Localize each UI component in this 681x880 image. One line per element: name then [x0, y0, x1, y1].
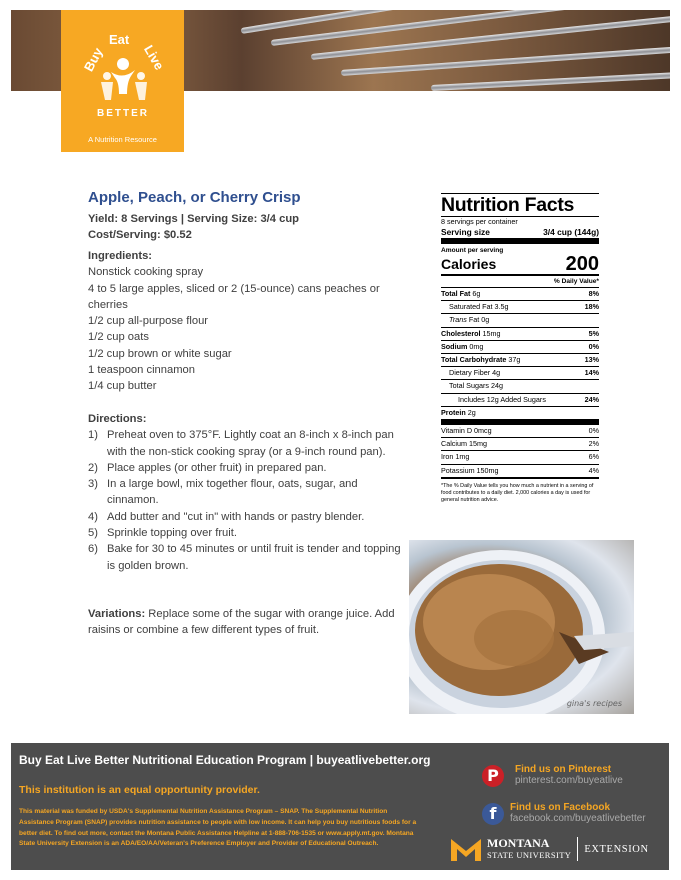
- step-text: Preheat oven to 375°F. Lightly coat an 8-inch x 8-inch pan with the non-stick cooking spray (or a 9-inch round pan).: [107, 429, 394, 458]
- facebook-url[interactable]: facebook.com/buyeatlivebetter: [510, 813, 646, 824]
- variations-label: Variations:: [88, 608, 146, 620]
- nutrition-facts-label: [441, 193, 599, 504]
- nutrient-label: Total Carbohydrate: [441, 355, 507, 365]
- amount-per-serving: Amount per serving: [441, 246, 504, 254]
- nutrient-dv: 2%: [588, 439, 599, 449]
- nutrition-footnote: *The % Daily Value tells you how much a nutrient in a serving of food contributes to a daily diet. 2,000 calories a day is used for general nutrition advice.: [441, 482, 594, 503]
- nutrient-label: Iron 1mg: [441, 452, 470, 462]
- nutrient-row-vitamin-d: [441, 425, 599, 437]
- servings-per-container: 8 servings per container: [441, 217, 518, 226]
- msu-subname: STATE UNIVERSITY: [487, 850, 572, 860]
- nutrient-label: Total Fat: [441, 289, 471, 298]
- ingredients-heading: Ingredients:: [88, 250, 153, 262]
- nutrient-amount: Fat 0g: [466, 315, 490, 325]
- nutrient-dv: 4%: [588, 465, 599, 475]
- facebook-title: Find us on Facebook: [510, 802, 611, 813]
- nutrient-amount: 0mg: [467, 341, 484, 351]
- footer-equal-opportunity: This institution is an equal opportunity provider.: [19, 784, 260, 796]
- nutrient-row-calcium: [441, 437, 599, 450]
- nutrient-label: Saturated Fat 3.5g: [449, 302, 509, 312]
- nutrition-title: Nutrition Facts: [441, 194, 575, 216]
- nutrient-row-sodium: [441, 340, 599, 353]
- ingredient-item: 1/2 cup oats: [88, 331, 149, 344]
- serving-size-value: 3/4 cup (144g): [543, 226, 599, 237]
- step-number: 6): [88, 543, 98, 556]
- logo-word-eat: Eat: [109, 32, 130, 47]
- calories-row: [441, 255, 599, 274]
- logo-word-buy: Buy: [80, 45, 106, 74]
- pinterest-link[interactable]: [515, 764, 623, 786]
- nutrient-label: Cholesterol: [441, 328, 481, 338]
- pinterest-icon[interactable]: P: [482, 765, 504, 787]
- nutrient-label: Vitamin D 0mcg: [441, 426, 492, 436]
- nutrient-dv: 0%: [588, 426, 599, 436]
- daily-value-header: % Daily Value*: [553, 278, 599, 285]
- nutrient-dv: 6%: [588, 452, 599, 462]
- nutrient-amount: 6g: [470, 289, 481, 298]
- nutrient-label: Includes 12g Added Sugars: [458, 394, 546, 404]
- nutrient-row-iron: [441, 450, 599, 463]
- ingredient-item: Nonstick cooking spray: [88, 266, 204, 279]
- ingredient-item: 4 to 5 large apples, sliced or 2 (15-ounce) cans peaches or cherries: [88, 282, 380, 311]
- nutrient-dv: 0%: [588, 341, 599, 351]
- nutrient-dv: 13%: [584, 355, 599, 365]
- nutrient-row-fiber: [441, 366, 599, 379]
- crisp-photo: [409, 540, 634, 714]
- nutrient-label: Total Sugars 24g: [449, 381, 503, 391]
- facebook-link[interactable]: [510, 802, 646, 824]
- nutrient-row-trans-fat: [441, 313, 599, 326]
- pinterest-url[interactable]: pinterest.com/buyeatlive: [515, 775, 623, 786]
- direction-step: [88, 541, 408, 574]
- logo-word-better: BETTER: [97, 108, 149, 119]
- ingredient-item: 1 teaspoon cinnamon: [88, 364, 195, 377]
- recipe-yield: Yield: 8 Servings | Serving Size: 3/4 cup: [88, 213, 299, 225]
- direction-step: [88, 460, 408, 476]
- footer: [11, 743, 669, 870]
- step-number: 3): [88, 478, 98, 491]
- serving-size-label: Serving size: [441, 226, 490, 237]
- photo-watermark: gina's recipes: [566, 699, 622, 708]
- calories-value: 200: [565, 253, 599, 275]
- montana-m-icon: [449, 835, 483, 863]
- logo-word-live: Live: [141, 42, 168, 73]
- nutrient-label: Trans: [449, 315, 467, 325]
- nutrient-amount: 37g: [506, 355, 521, 365]
- msu-extension: EXTENSION: [584, 843, 649, 855]
- logo-tagline: A Nutrition Resource: [88, 135, 157, 144]
- step-number: 5): [88, 527, 98, 540]
- step-text: In a large bowl, mix together flour, oats, sugar, and cinnamon.: [107, 478, 358, 507]
- step-number: 4): [88, 510, 98, 523]
- directions-heading: Directions:: [88, 413, 147, 425]
- nutrient-row-potassium: [441, 464, 599, 477]
- msu-name: MONTANA: [487, 836, 550, 850]
- msu-extension-logo: [449, 835, 649, 863]
- recipe-title: Apple, Peach, or Cherry Crisp: [88, 189, 301, 206]
- facebook-icon[interactable]: f: [482, 803, 504, 825]
- nutrient-row-sugars: [441, 379, 599, 392]
- step-text: Add butter and "cut in" with hands or pastry blender.: [107, 510, 365, 523]
- nutrient-dv: 5%: [588, 328, 599, 338]
- recipe-cost: Cost/Serving: $0.52: [88, 229, 192, 241]
- pinterest-title: Find us on Pinterest: [515, 764, 612, 775]
- direction-step: [88, 427, 408, 460]
- buy-eat-live-better-logo: [61, 10, 184, 152]
- step-number: 1): [88, 429, 98, 442]
- direction-step: [88, 525, 408, 541]
- variations-text: Replace some of the sugar with orange juice. Add raisins or combine a few different types of fruit.: [88, 608, 395, 637]
- directions-section: [88, 411, 408, 574]
- nutrient-row-total-fat: [441, 287, 599, 300]
- calories-label: Calories: [441, 256, 497, 272]
- nutrient-amount: 2g: [465, 407, 476, 417]
- serving-size-row: [441, 227, 599, 238]
- direction-step: [88, 509, 408, 525]
- ingredient-item: 1/4 cup butter: [88, 380, 157, 393]
- nutrient-row-added-sugars: [441, 393, 599, 406]
- nutrient-dv: 18%: [584, 302, 599, 312]
- direction-step: [88, 476, 408, 509]
- nutrient-dv: 8%: [588, 289, 599, 298]
- footer-funding-notice: This material was funded by USDA's Supplemental Nutrition Assistance Program – SNAP. The Supplemental Nutrition Assistance Program (SNAP) provides nutrition assistance to people with low income. It can help you buy nutritious foods for a better diet. To find out more, contact the Montana Public Assistance Helpline at 1-888-706-1535 or www.apply.mt.gov. Montana State University Extension is an ADA/EO/AA/Veteran's Preference Employer and Provider of Educational Outreach.: [19, 808, 417, 848]
- nutrient-label: Dietary Fiber 4g: [449, 368, 501, 378]
- ingredient-item: 1/2 cup brown or white sugar: [88, 347, 232, 360]
- step-text: Bake for 30 to 45 minutes or until fruit is tender and topping is golden brown.: [107, 543, 401, 572]
- step-text: Sprinkle topping over fruit.: [107, 527, 237, 540]
- step-number: 2): [88, 461, 98, 474]
- nutrient-dv: 14%: [584, 368, 599, 378]
- nutrient-row-saturated-fat: [441, 300, 599, 313]
- footer-program: Buy Eat Live Better Nutritional Education Program | buyeatlivebetter.org: [19, 753, 431, 767]
- pie-dish-image: [409, 540, 634, 714]
- ingredients-section: [88, 248, 408, 395]
- nutrient-label: Calcium 15mg: [441, 439, 487, 449]
- nutrient-row-protein: [441, 406, 599, 419]
- nutrient-label: Potassium 150mg: [441, 465, 499, 475]
- variations-paragraph: [88, 606, 408, 639]
- nutrient-label: Sodium: [441, 341, 468, 351]
- nutrient-label: Protein: [441, 407, 466, 417]
- ingredient-item: 1/2 cup all-purpose flour: [88, 315, 209, 328]
- nutrient-row-carbohydrate: [441, 353, 599, 366]
- step-text: Place apples (or other fruit) in prepared pan.: [107, 461, 327, 474]
- nutrient-dv: 24%: [584, 394, 599, 404]
- nutrient-row-cholesterol: [441, 327, 599, 340]
- nutrient-amount: 15mg: [480, 328, 501, 338]
